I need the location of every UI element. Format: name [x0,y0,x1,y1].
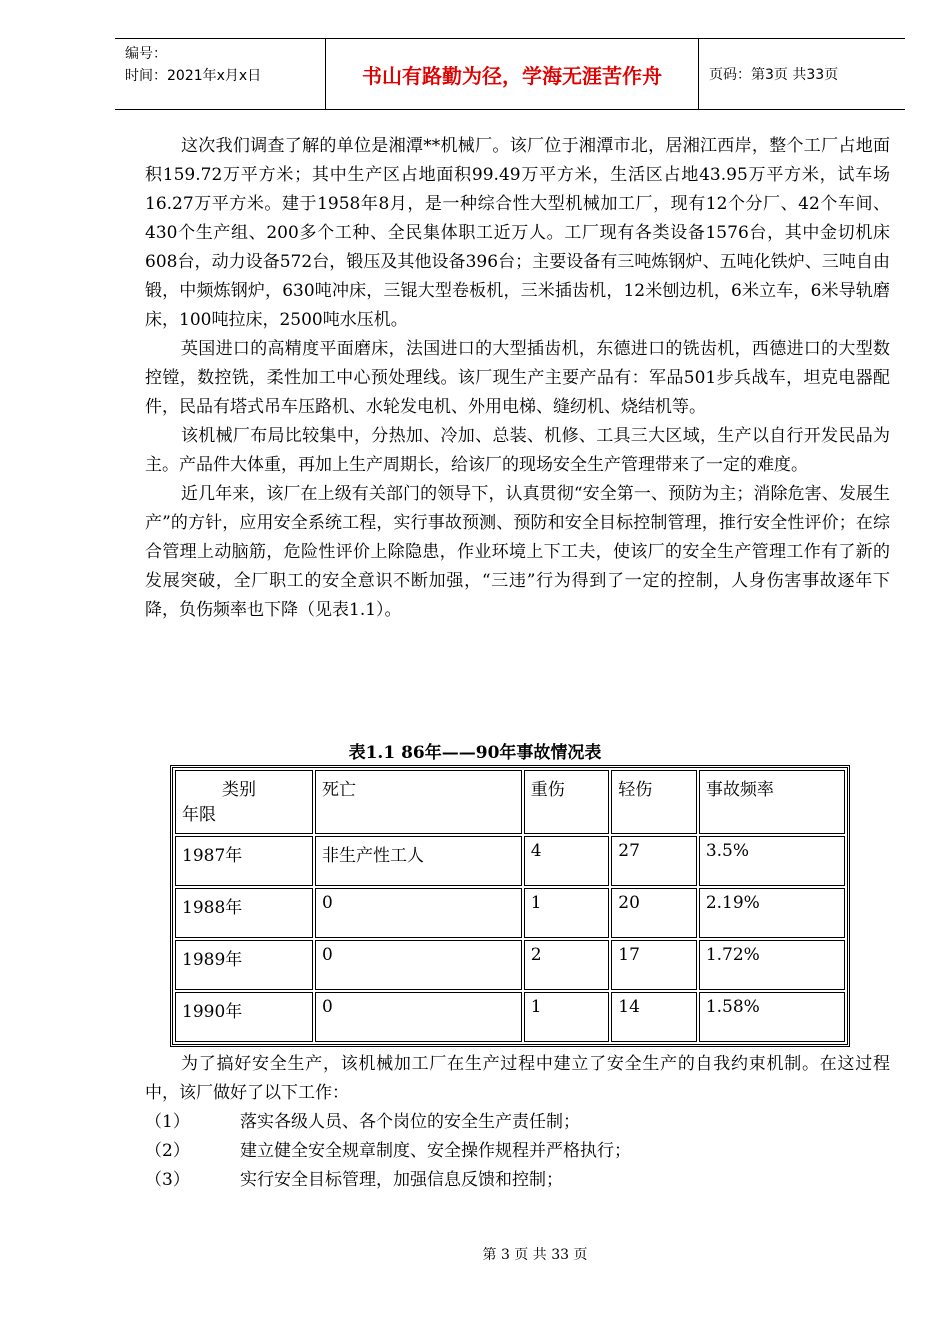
corner-year-label: 年限 [182,805,216,825]
table-cell: 27 [611,836,697,886]
accident-table [170,765,850,1047]
document-body [145,132,890,625]
column-header: 轻伤 [611,770,697,834]
table-row [175,940,845,990]
table-row [175,888,845,938]
table-cell: 3.5% [699,836,845,886]
table-row [175,992,845,1042]
table-cell: 1 [524,992,610,1042]
paragraph: 英国进口的高精度平面磨床，法国进口的大型插齿机，东德进口的铣齿机，西德进口的大型数控镗，数控铣，柔性加工中心预处理线。该厂现生产主要产品有：军品501步兵战车，坦克电器配件，民品有塔式吊车压路机、水轮发电机、外用电梯、缝纫机、烧结机等。 [145,339,890,417]
table-cell: 1.58% [699,992,845,1042]
list-number: （2） [145,1141,190,1161]
list-item [145,1137,890,1166]
paragraph: 近几年来，该厂在上级有关部门的领导下，认真贯彻“安全第一、预防为主；消除危害、发展生产”的方针，应用安全系统工程，实行事故预测、预防和安全目标控制管理，推行安全性评价；在综合管理上动脑筋，危险性评价上除隐患，作业环境上下工夫，使该厂的安全生产管理工作有了新的发展突破，全厂职工的安全意识不断加强，“三违”行为得到了一定的控制，人身伤害事故逐年下降，负伤频率也下降（见表1.1）。 [145,484,890,620]
table-cell: 20 [611,888,697,938]
corner-category-label: 类别 [222,780,256,800]
list-text: 建立健全安全规章制度、安全操作规程并严格执行； [240,1141,631,1161]
table-cell: 0 [315,992,522,1042]
list-number: （3） [145,1170,190,1190]
after-table-section [145,1050,890,1195]
page-header [115,38,905,110]
year-cell: 1989年 [175,940,313,990]
header-meta [115,39,325,109]
document-time: 时间：2021年x月x日 [125,68,262,84]
column-header: 重伤 [524,770,610,834]
list-text: 落实各级人员、各个岗位的安全生产责任制； [240,1112,580,1132]
table-caption: 表1.1 86年——90年事故情况表 [348,743,602,763]
paragraph: 该机械厂布局比较集中，分热加、冷加、总装、机修、工具三大区域，生产以自行开发民品为主。产品件大体重，再加上生产周期长，给该厂的现场安全生产管理带来了一定的难度。 [145,426,890,475]
table-corner-cell [175,770,313,834]
table-cell: 4 [524,836,610,886]
table-header-row [175,770,845,834]
list-item [145,1166,890,1195]
year-cell: 1990年 [175,992,313,1042]
table-cell: 2.19% [699,888,845,938]
table-cell: 0 [315,940,522,990]
list-text: 实行安全目标管理，加强信息反馈和控制； [240,1170,563,1190]
column-header: 死亡 [315,770,522,834]
column-header: 事故频率 [699,770,845,834]
list-number: （1） [145,1112,190,1132]
table-cell: 1.72% [699,940,845,990]
table-cell: 0 [315,888,522,938]
header-slogan: 书山有路勤为径，学海无涯苦作舟 [325,39,699,109]
table-cell: 非生产性工人 [315,836,522,886]
paragraph: 这次我们调查了解的单位是湘潭**机械厂。该厂位于湘潭市北，居湘江西岸，整个工厂占地面积159.72万平方米；其中生产区占地面积99.49万平方米，生活区占地43.95万平方米，试车场16.27万平方米。建于1958年8月，是一种综合性大型机械加工厂，现有12个分厂、42个车间、430个生产组、200多个工种、全民集体职工近万人。工厂现有各类设备1576台，其中金切机床608台，动力设备572台，锻压及其他设备396台；主要设备有三吨炼钢炉、五吨化铁炉、三吨自由锻，中频炼钢炉，630吨冲床，三锟大型卷板机，三米插齿机，12米刨边机，6米立车，6米导轨磨床，100吨拉床，2500吨水压机。 [145,136,890,330]
table-cell: 2 [524,940,610,990]
list-item [145,1108,890,1137]
year-cell: 1988年 [175,888,313,938]
year-cell: 1987年 [175,836,313,886]
table-row [175,836,845,886]
table-cell: 17 [611,940,697,990]
table-cell: 1 [524,888,610,938]
table-cell: 14 [611,992,697,1042]
page-footer: 第 3 页 共 33 页 [482,1247,588,1263]
paragraph: 为了搞好安全生产，该机械加工厂在生产过程中建立了安全生产的自我约束机制。在这过程中，该厂做好了以下工作： [145,1054,890,1103]
header-page-info: 页码：第3页 共33页 [709,67,839,83]
document-number-label: 编号： [125,46,167,62]
